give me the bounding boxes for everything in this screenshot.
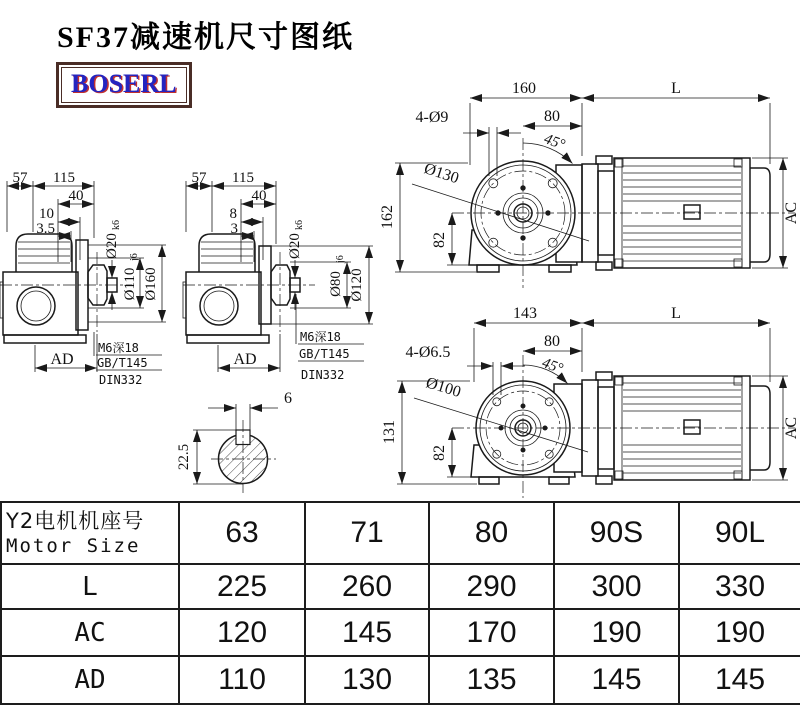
value-cell: 145 <box>305 609 429 656</box>
dim-hub-tol: j6 <box>335 255 346 263</box>
row-label-L: L <box>1 564 179 609</box>
value-cell: 190 <box>679 609 800 656</box>
dim-bolt-circle: Ø130 <box>421 160 461 188</box>
value-cell: 225 <box>179 564 305 609</box>
dim-40: 40 <box>251 188 267 204</box>
side-view-2 <box>183 170 373 382</box>
dim-3: 3 <box>230 221 238 237</box>
size-col-71: 71 <box>305 502 429 564</box>
row-label-AC: AC <box>1 609 179 656</box>
table-header-row <box>1 502 800 564</box>
dim-shaft-dia: Ø20 <box>287 233 303 259</box>
dim-height: 162 <box>379 205 396 229</box>
dim-shaft-tol: k6 <box>294 220 305 230</box>
value-cell: 300 <box>554 564 679 609</box>
dim-holes: 4-Ø9 <box>415 109 449 126</box>
dimensions-front-1 <box>379 80 800 272</box>
value-cell: 145 <box>554 656 679 704</box>
dim-82: 82 <box>431 232 448 248</box>
dim-115: 115 <box>53 170 75 186</box>
dim-82: 82 <box>431 445 448 461</box>
dim-ad: AD <box>50 351 74 368</box>
dim-L: L <box>671 305 681 322</box>
dimensions-1 <box>7 170 166 387</box>
dim-115: 115 <box>232 170 254 186</box>
brand-logo: BOSERL <box>56 62 192 108</box>
tap-note-line2: GB/T145 <box>97 356 148 370</box>
dim-flange-dia: Ø120 <box>349 268 365 302</box>
dimensions-2 <box>186 170 373 382</box>
dim-angle: 45° <box>541 131 567 154</box>
front-view-2 <box>381 305 800 498</box>
dim-key-width: 6 <box>284 390 292 407</box>
value-cell: 135 <box>429 656 554 704</box>
motor-size-table <box>0 501 800 705</box>
table-row-AC <box>1 609 800 656</box>
dim-AC: AC <box>783 416 800 440</box>
size-col-90L: 90L <box>679 502 800 564</box>
header-cn: Y2电机机座号 <box>6 509 145 533</box>
value-cell: 330 <box>679 564 800 609</box>
shaft-key-section <box>176 390 292 493</box>
value-cell: 290 <box>429 564 554 609</box>
header-en: Motor Size <box>6 535 141 557</box>
tap-note-line1: M6深18 <box>98 341 139 355</box>
dim-width: 143 <box>513 305 537 322</box>
value-cell: 130 <box>305 656 429 704</box>
dim-80: 80 <box>544 333 560 350</box>
size-col-63: 63 <box>179 502 305 564</box>
value-cell: 170 <box>429 609 554 656</box>
dim-shaft-dia: Ø20 <box>104 233 120 259</box>
table-row-L <box>1 564 800 609</box>
tap-note-line3: DIN332 <box>99 373 143 387</box>
dim-3-5: 3.5 <box>36 221 55 237</box>
size-col-80: 80 <box>429 502 554 564</box>
dim-hub-dia: Ø110 <box>122 267 138 301</box>
front-view-1 <box>379 80 800 288</box>
value-cell: 120 <box>179 609 305 656</box>
dim-shaft-tol: k6 <box>111 220 122 230</box>
dim-flange-dia: Ø160 <box>143 267 159 301</box>
dim-hub-dia: Ø80 <box>328 271 344 297</box>
dim-80: 80 <box>544 108 560 125</box>
row-label-AD: AD <box>1 656 179 704</box>
side-view-1 <box>0 170 166 387</box>
dim-8: 8 <box>229 206 237 222</box>
value-cell: 145 <box>679 656 800 704</box>
table-row-AD <box>1 656 800 704</box>
table-header-cell <box>1 502 179 564</box>
dim-AC: AC <box>783 201 800 225</box>
dimensions-front-2 <box>381 305 800 484</box>
dim-holes: 4-Ø6.5 <box>405 344 451 361</box>
dim-bolt-circle: Ø100 <box>423 374 463 402</box>
dim-ad: AD <box>233 351 257 368</box>
tap-note-line2: GB/T145 <box>299 347 350 361</box>
dim-angle: 45° <box>539 355 565 378</box>
dim-width: 160 <box>512 80 536 97</box>
size-col-90S: 90S <box>554 502 679 564</box>
dim-40: 40 <box>68 188 84 204</box>
page-title: SF37减速机尺寸图纸 <box>57 21 355 54</box>
dim-height: 131 <box>381 420 398 444</box>
dim-key-depth: 22.5 <box>176 443 192 471</box>
dim-57: 57 <box>191 170 207 186</box>
dim-L: L <box>671 80 681 97</box>
value-cell: 190 <box>554 609 679 656</box>
value-cell: 110 <box>179 656 305 704</box>
tap-note-line1: M6深18 <box>300 330 341 344</box>
tap-note-line3: DIN332 <box>301 368 345 382</box>
dim-57: 57 <box>12 170 28 186</box>
dim-10: 10 <box>39 206 54 222</box>
value-cell: 260 <box>305 564 429 609</box>
dim-hub-tol: j6 <box>129 253 140 261</box>
